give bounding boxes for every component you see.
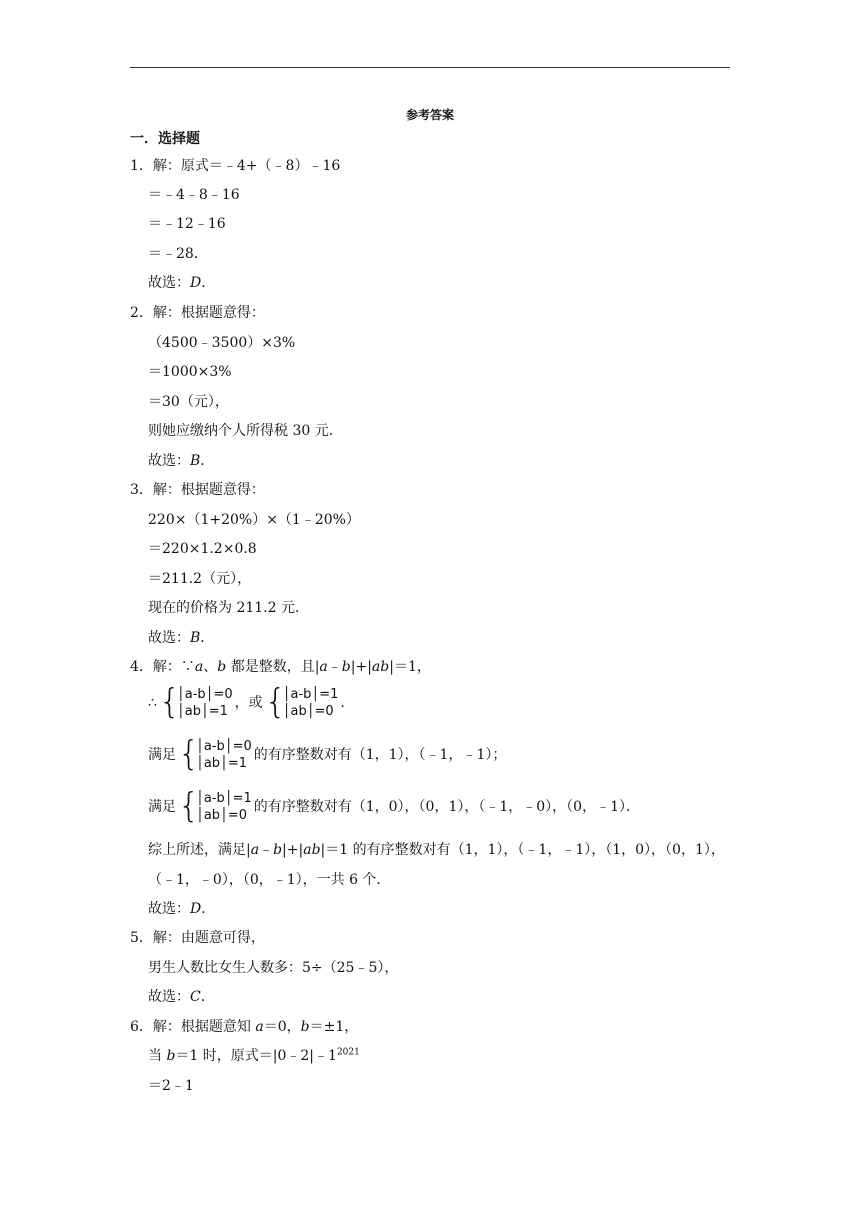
q1-step-2: ＝﹣12﹣16: [148, 216, 226, 232]
q2-head: 2．解：根据题意得：: [130, 305, 265, 321]
q5-step-1: 男生人数比女生人数多：5÷（25﹣5），: [148, 960, 399, 976]
q2-step-4: 则她应缴纳个人所得税 30 元．: [148, 423, 343, 439]
q3-step-2: ＝220×1.2×0.8: [148, 541, 257, 557]
q1-step-1: ＝﹣4﹣8﹣16: [148, 187, 240, 203]
q4-head: 4．解：∵a、b 都是整数，且|a﹣b|+|ab|＝1，: [130, 659, 431, 675]
q3-step-3: ＝211.2（元），: [148, 571, 252, 587]
q4-case-1: 满足 { │a-b│=0 │ab│=1 的有序整数对有（1，1），（﹣1，﹣1）；: [148, 734, 507, 774]
q3-step-1: 220×（1+20%）×（1﹣20%）: [148, 512, 360, 528]
q4-answer: 故选：D．: [148, 901, 216, 917]
q4-case-2: 满足 { │a-b│=1 │ab│=0 的有序整数对有（1，0），（0，1），（﹣1，﹣0），（0，﹣1）．: [148, 786, 640, 826]
q1-head: 1．解：原式＝﹣4+（﹣8）﹣16: [130, 158, 341, 174]
header-rule: [130, 67, 730, 68]
q1-answer: 故选：D．: [148, 275, 216, 291]
equation-system-b-repeat: { │a-b│=1 │ab│=0: [178, 786, 252, 826]
q5-head: 5．解：由题意可得，: [130, 930, 265, 946]
equation-system-a: { │a-b│=0 │ab│=1: [158, 682, 233, 722]
equation-system-a-repeat: { │a-b│=0 │ab│=1: [178, 734, 252, 774]
q3-answer: 故选：B．: [148, 630, 215, 646]
q6-step-1: 当 b＝1 时，原式$=|0﹣2|﹣1^{2021}$: [148, 1047, 360, 1064]
q2-step-3: ＝30（元），: [148, 394, 229, 410]
q6-head: 6．解：根据题意知 a＝0，b＝±1，: [130, 1019, 359, 1035]
q3-head: 3．解：根据题意得：: [130, 482, 265, 498]
q2-step-1: （4500﹣3500）×3%: [148, 335, 296, 351]
q4-summary-1: 综上所述，满足|a﹣b|+|ab|＝1 的有序整数对有（1，1），（﹣1，﹣1），（1，0），（0，1），: [148, 842, 725, 858]
q1-step-3: ＝﹣28．: [148, 246, 208, 262]
q4-summary-2: （﹣1，﹣0），（0，﹣1），一共 6 个．: [148, 872, 391, 888]
equation-system-b: { │a-b│=1 │ab│=0: [264, 682, 339, 722]
page-title: 参考答案: [405, 108, 454, 122]
q3-step-4: 现在的价格为 211.2 元．: [148, 600, 309, 616]
q5-answer: 故选：C．: [148, 989, 215, 1005]
q4-systems: ∴ { │a-b│=0 │ab│=1 ，或 { │a-b│=1 │ab│=0 .: [148, 682, 345, 722]
q6-step-2: ＝2﹣1: [148, 1078, 194, 1094]
q2-answer: 故选：B．: [148, 453, 215, 469]
q2-step-2: ＝1000×3%: [148, 364, 232, 380]
section-heading: 一．选择题: [130, 131, 200, 147]
